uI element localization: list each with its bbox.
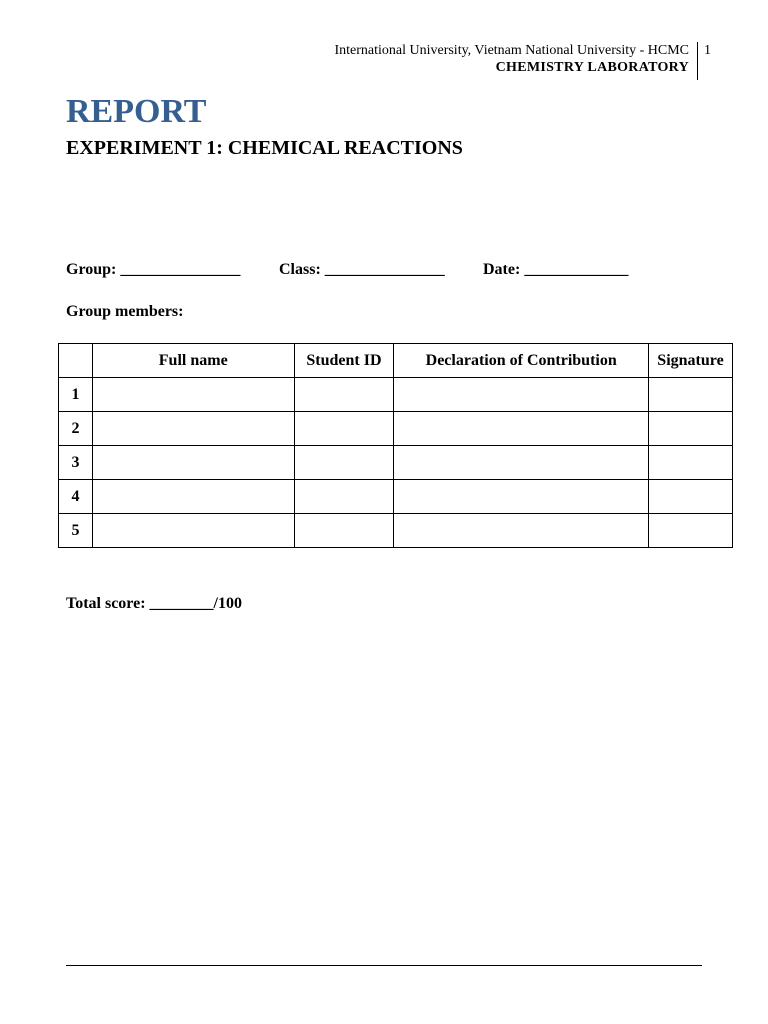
declaration-cell[interactable] <box>394 514 649 548</box>
header-lab: CHEMISTRY LABORATORY <box>495 60 689 75</box>
signature-cell[interactable] <box>649 480 733 514</box>
full-name-cell[interactable] <box>92 412 294 446</box>
header-text <box>334 42 698 80</box>
student-id-cell[interactable] <box>294 412 394 446</box>
info-line <box>66 260 628 280</box>
page-header <box>334 42 711 80</box>
table-row <box>59 514 733 548</box>
experiment-title: EXPERIMENT 1: CHEMICAL REACTIONS <box>66 137 463 159</box>
signature-cell[interactable] <box>649 514 733 548</box>
report-title: REPORT <box>66 93 207 130</box>
full-name-cell[interactable] <box>92 446 294 480</box>
declaration-cell[interactable] <box>394 378 649 412</box>
row-number: 1 <box>59 378 93 412</box>
footer-divider <box>66 965 702 966</box>
full-name-cell[interactable] <box>92 480 294 514</box>
signature-cell[interactable] <box>649 378 733 412</box>
table-header-row <box>59 344 733 378</box>
total-score: Total score: ________/100 <box>66 595 242 612</box>
header-signature: Signature <box>649 344 733 378</box>
class-field: Class: _______________ <box>279 261 445 278</box>
header-student-id: Student ID <box>294 344 394 378</box>
student-id-cell[interactable] <box>294 378 394 412</box>
student-id-cell[interactable] <box>294 480 394 514</box>
header-institution: International University, Vietnam National University - HCMC <box>334 43 689 58</box>
group-field: Group: _______________ <box>66 261 241 278</box>
declaration-cell[interactable] <box>394 446 649 480</box>
table-row <box>59 480 733 514</box>
row-number: 3 <box>59 446 93 480</box>
table-row <box>59 378 733 412</box>
signature-cell[interactable] <box>649 446 733 480</box>
header-full-name: Full name <box>92 344 294 378</box>
table-row <box>59 412 733 446</box>
header-index-cell <box>59 344 93 378</box>
student-id-cell[interactable] <box>294 514 394 548</box>
members-table <box>58 343 733 548</box>
row-number: 5 <box>59 514 93 548</box>
declaration-cell[interactable] <box>394 412 649 446</box>
full-name-cell[interactable] <box>92 514 294 548</box>
student-id-cell[interactable] <box>294 446 394 480</box>
full-name-cell[interactable] <box>92 378 294 412</box>
header-declaration: Declaration of Contribution <box>394 344 649 378</box>
table-row <box>59 446 733 480</box>
declaration-cell[interactable] <box>394 480 649 514</box>
row-number: 4 <box>59 480 93 514</box>
row-number: 2 <box>59 412 93 446</box>
page-number: 1 <box>704 43 711 58</box>
date-field: Date: _____________ <box>483 261 629 278</box>
signature-cell[interactable] <box>649 412 733 446</box>
group-members-label: Group members: <box>66 303 184 320</box>
